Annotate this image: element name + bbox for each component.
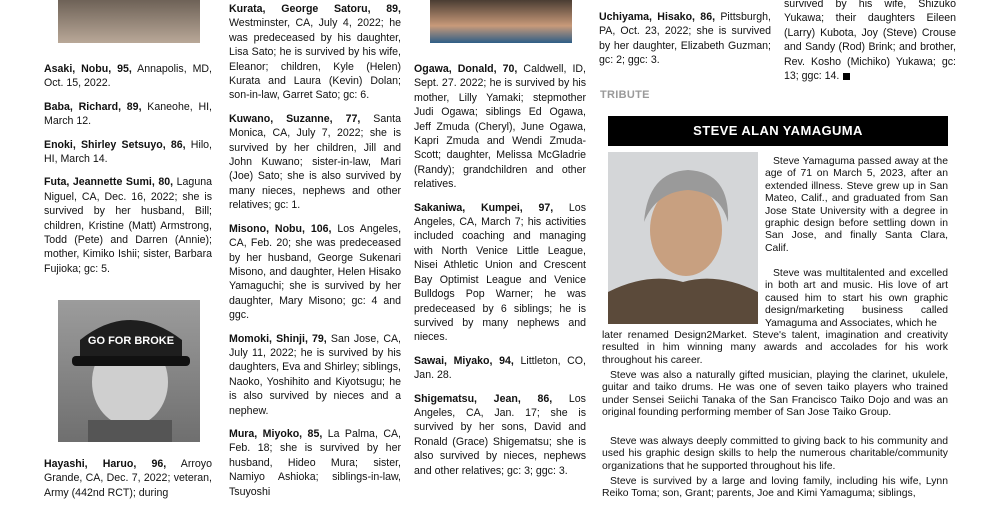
tribute-paragraph-4: Steve was always deeply committed to giving back to his community and used his graphic design skills to help the numerous charitable/community organizations that he supported throughout his life. (602, 436, 948, 472)
obituary-column-2 (229, 2, 401, 508)
obituary-entry: Futa, Jeannette Sumi, 80, Laguna Niguel, CA, Dec. 16, 2022; she is survived by her husband, Bill; children, Kristine (Matt) Armstrong, Todd (Pete) and Darren (Annie); mother, Kimiko Ishii; sister, Barbara Fujioka; gc: 5. (44, 176, 212, 275)
obituary-entry: Sawai, Miyako, 94, Littleton, CO, Jan. 28. (414, 354, 586, 382)
obituary-entry: Enoki, Shirley Setsuyo, 86, Hilo, HI, March 14. (44, 138, 213, 166)
obituary-entry: Shigematsu, Jean, 86, Los Angeles, CA, Jan. 17; she is survived by her sons, David and Ronald (Grace) Shigematsu; she is also survived by nieces, nephews and other relatives; gc: 3; ggc: 3. (414, 392, 586, 477)
obituary-entry: Kuwano, Suzanne, 77, Santa Monica, CA, July 7, 2022; she is survived by her children, Jill and John Kuwano; sister-in-law, Mari (Joe) Sato; she is also survived by many nieces, nephews and other relatives; gc: 1. (229, 112, 401, 212)
obituary-entry: Momoki, Shinji, 79, San Jose, CA, July 11, 2022; he is survived by his daughters, Eva and Shirley; siblings, Naoko, Yoshihito and Kiyotsugu; he is also survived by nieces and a nephew. (229, 332, 401, 417)
obituary-entry: Misono, Nobu, 106, Los Angeles, CA, Feb. 20; she was predeceased by her husband, George Sukenari Misono, and daughter, Helen Hisako Yamaguchi; she is survived by her daughter, Mary Misono; gc: 4 and ggc. (229, 222, 402, 322)
obituary-entry: Asaki, Nobu, 95, Annapolis, MD, Oct. 15, 2022. (44, 63, 212, 90)
obituary-entry: Ogawa, Donald, 70, Caldwell, ID, Sept. 27. 2022; he is survived by his mother, Lilly Yamaki; stepmother Judi Ogawa; siblings Ed Ogawa, Jeff Zmuda (Cheryl), June Ogawa, Kapri Zmuda and Wendi Zmuda-Scott; daughter, Melissa McGladrie (Randy); grandchildren and other relatives. (414, 63, 587, 191)
tribute-paragraph-3: Steve was also a naturally gifted musician, playing the clarinet, ukulele, guitar and taiko drums. He was one of seven taiko players who trained under Sensei Seiichi Tanaka of the San Francisco Taiko Dojo and was an original founding performing member of San Jose Taiko Group. (602, 370, 948, 419)
portrait-illustration (608, 152, 758, 324)
obituary-entry-continued: survived by his wife, Shizuko Yukawa; their daughters Eileen (Larry) Kubota, Joy (Steve) Crouse and Sandy (Rod) Brink; and brother, Rev. Kosho (Michiko) Yukawa; gc: 13; ggc: 14. (784, 0, 956, 83)
obituary-entry: Mura, Miyoko, 85, La Palma, CA, Feb. 18; she is survived by her husband, Hideo Mura; sister, Namiyo Ashioka; siblings-in-law, Tsuyoshi (229, 427, 401, 498)
obituary-entry: Baba, Richard, 89, Kaneohe, HI, March 12. (44, 100, 212, 128)
portrait-photo-hayashi (58, 300, 200, 442)
portrait-photo-yamaguma (608, 152, 758, 324)
tribute-paragraph-2-start: Steve was multitalented and excelled in both art and music. His love of art caused him to start his own graphic design/marketing business called Yamaguma and Associates, which he (765, 268, 948, 329)
tribute-paragraph-5: Steve is survived by a large and loving family, including his wife, Lynn Reiko Toma; son, Grant; parents, Joe and Kimi Yamaguma; siblings, (602, 476, 948, 500)
obituary-entry: Kurata, George Satoru, 89, Westminster, CA, July 4, 2022; he was predeceased by his daughter, Lisa Sato; he is survived by his wife, Eleanor; children, Kyle (Helen) Kurata and Laura (Kevin) Dolan; son-in-law, Garret Sato; gc: 6. (229, 3, 401, 102)
tribute-paragraph-1: Steve Yamaguma passed away at the age of 71 on March 5, 2023, after an extended illness. Steve grew up in San Mateo, Calif., and graduated from San Jose State University with a degree in graphic design before settling down in San Jose, and finally Santa Clara, Calif. (765, 156, 948, 254)
end-mark-icon (843, 73, 850, 80)
tribute-section-label: TRIBUTE (600, 89, 650, 101)
portrait-photo-ogawa (430, 0, 572, 43)
obituary-entry: Uchiyama, Hisako, 86, Pittsburgh, PA, Oct. 23, 2022; she is survived by her daughter, Elizabeth Guzman; gc: 2; ggc: 3. (599, 11, 771, 67)
tribute-title-banner: STEVE ALAN YAMAGUMA (608, 116, 948, 146)
obituary-column-5 (784, 0, 956, 92)
obituary-entry-hayashi: Hayashi, Haruo, 96, Arroyo Grande, CA, Dec. 7, 2022; veteran, Army (442nd RCT); during (44, 458, 212, 499)
tribute-paragraph-2-end: later renamed Design2Market. Steve's talent, imagination and creativity resulted in him winning many awards and accolades for his work throughout his career. (602, 330, 948, 366)
obituary-entry: Sakaniwa, Kumpei, 97, Los Angeles, CA, March 7; his activities included coaching and managing with North Venice Little League, Nisei Athletic Union and Crescent Bay Optimist League and Venice Bulldogs Pop Warner; he was predeceased by 6 siblings; he is survived by many nephews and nieces. (414, 201, 586, 344)
obituary-column-1 (44, 62, 212, 285)
veteran-cap-illustration (58, 300, 200, 442)
obituary-column-3 (414, 62, 586, 487)
cap-text: GO FOR BROKE (87, 335, 175, 347)
obituary-column-4 (599, 10, 771, 77)
portrait-photo-asaki (58, 0, 200, 43)
